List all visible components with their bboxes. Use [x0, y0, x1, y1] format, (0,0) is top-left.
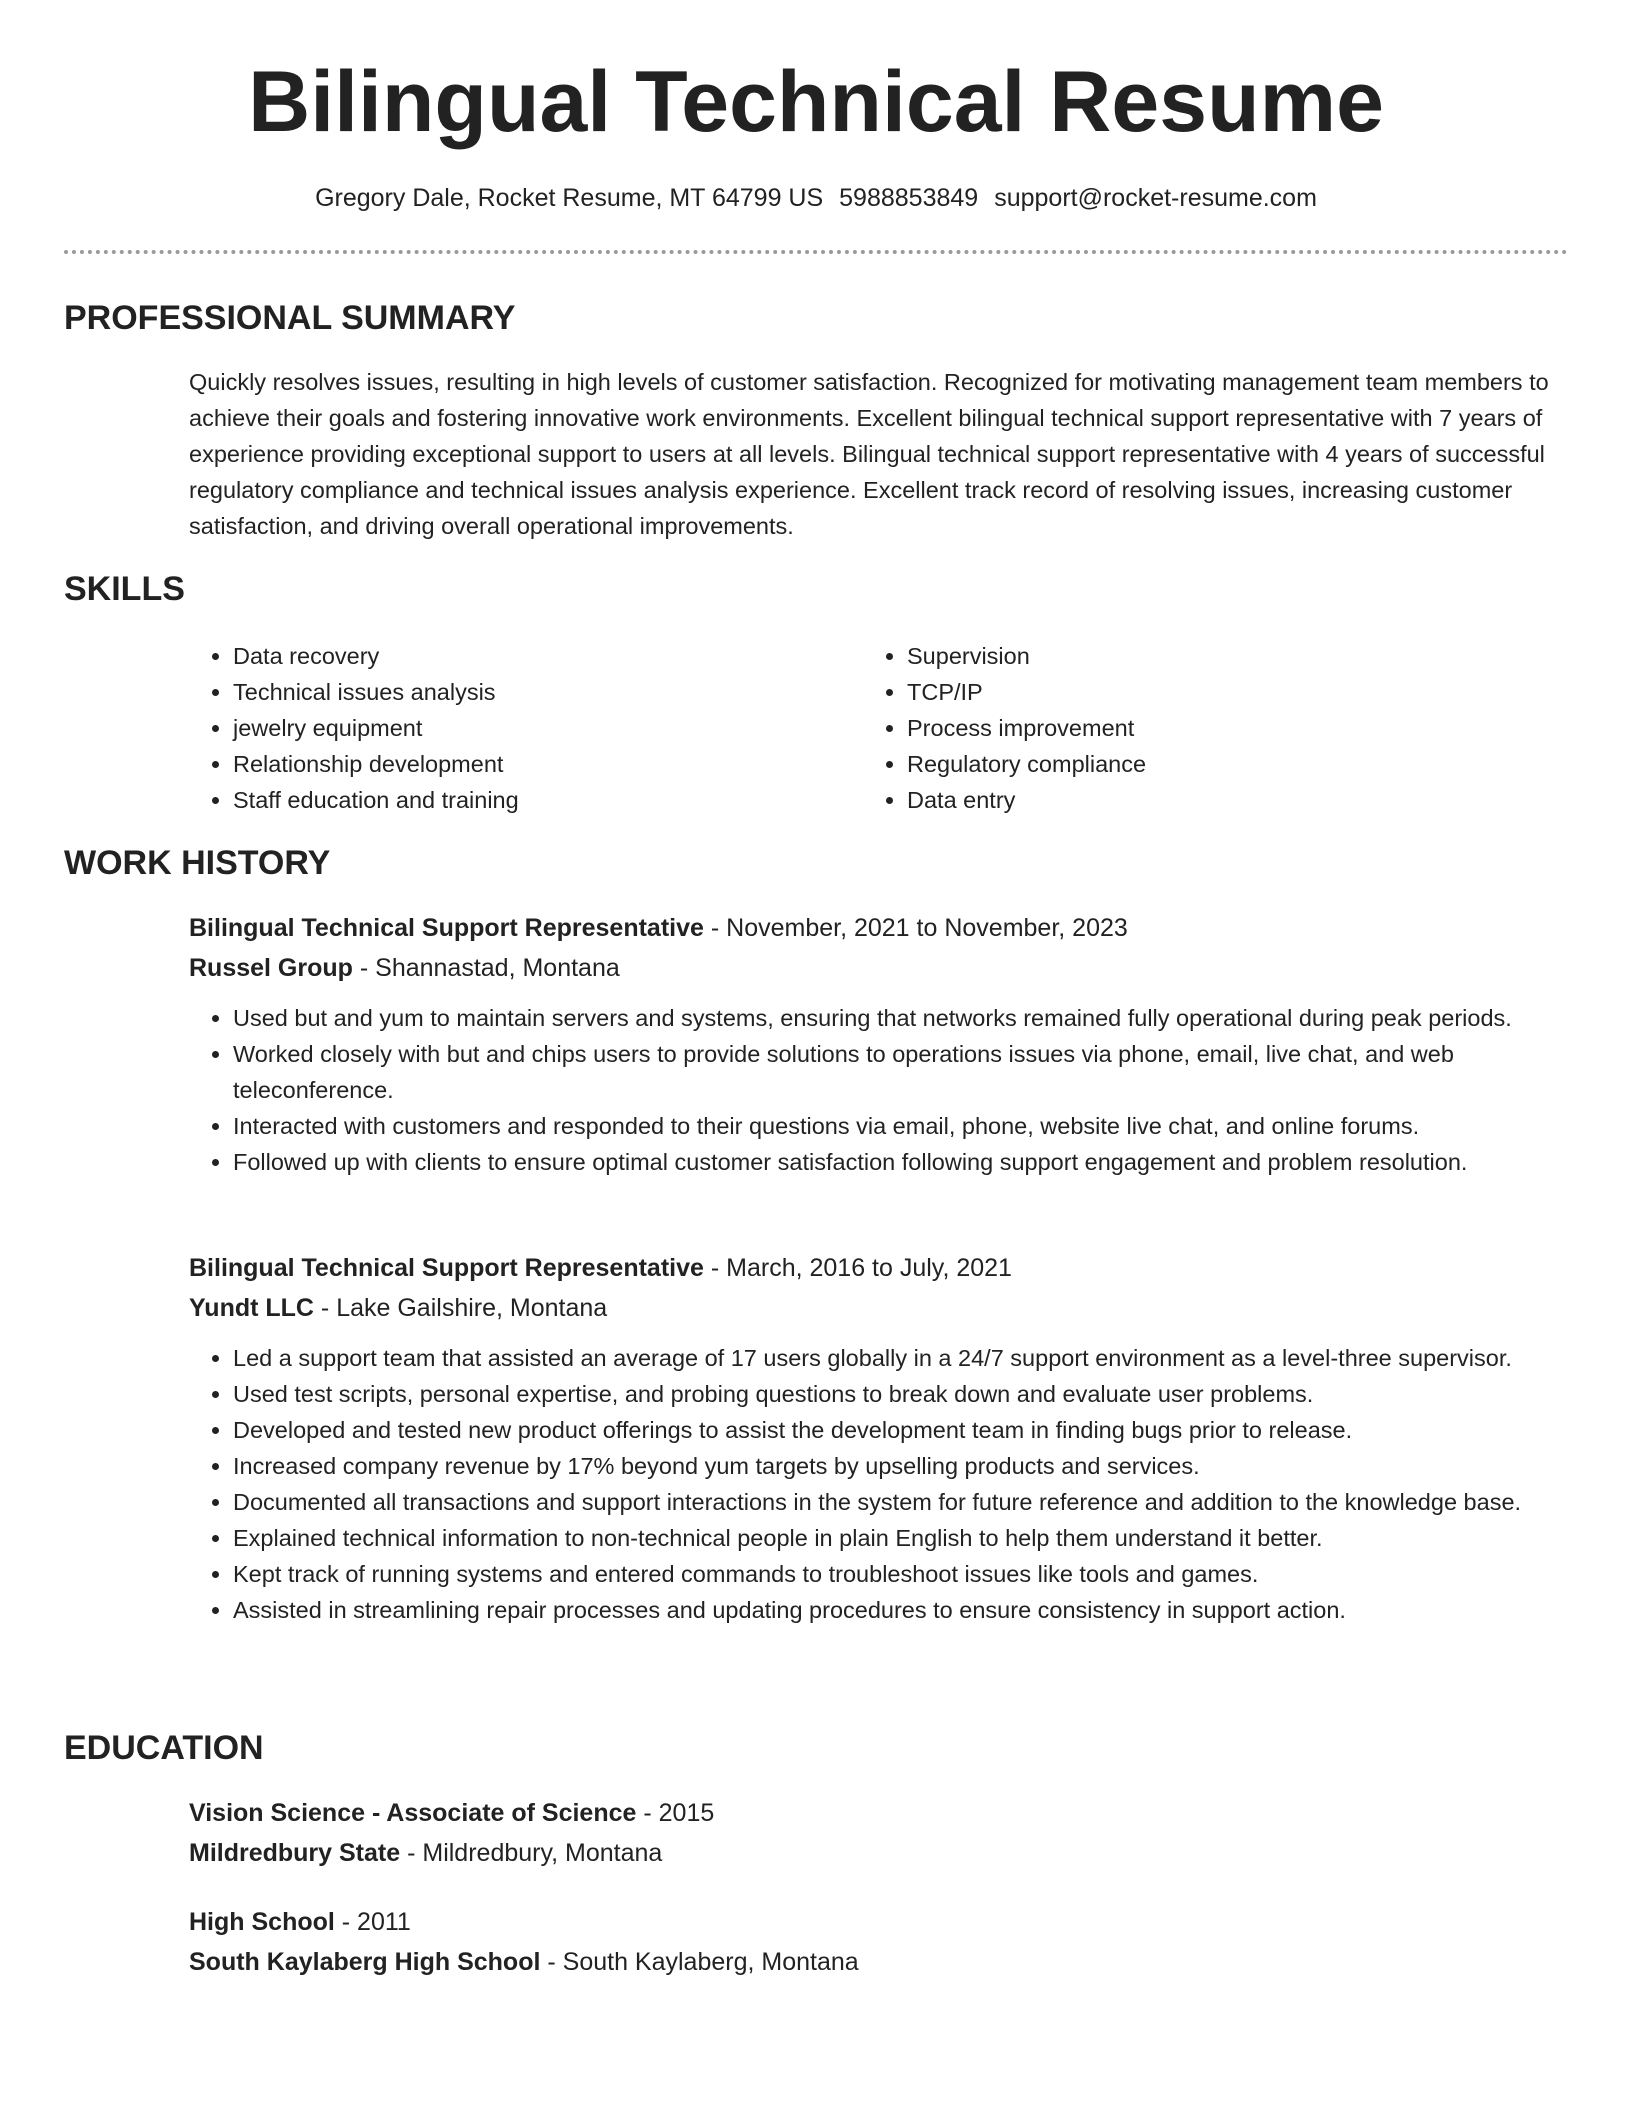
job-bullets	[189, 1340, 1569, 1628]
summary-heading: PROFESSIONAL SUMMARY	[64, 299, 516, 337]
list-item: • Led a support team that assisted an average of 17 users globally in a 24/7 support environment as a level-three supervisor.	[233, 1340, 1569, 1376]
edu-location: - South Kaylaberg, Montana	[540, 1948, 859, 1976]
contact-address: Gregory Dale, Rocket Resume, MT 64799 US	[315, 184, 824, 212]
edu-year: - 2015	[636, 1799, 715, 1827]
skill-item: • Technical issues analysis	[233, 674, 519, 710]
job-company: Yundt LLC	[189, 1294, 314, 1322]
education-entry	[189, 1793, 1569, 1873]
job-company: Russel Group	[189, 954, 353, 982]
skill-item: • Staff education and training	[233, 782, 519, 818]
list-item: • Worked closely with but and chips users to provide solutions to operations issues via phone, email, live chat, and web teleconference.	[233, 1036, 1569, 1108]
edu-school-line	[189, 1942, 1569, 1982]
skill-item: • jewelry equipment	[233, 710, 519, 746]
job-dates: - March, 2016 to July, 2021	[703, 1254, 1012, 1282]
edu-school: South Kaylaberg High School	[189, 1948, 541, 1976]
list-item: • Used but and yum to maintain servers and systems, ensuring that networks remained fully operational during peak periods.	[233, 1000, 1569, 1036]
edu-degree-line	[189, 1902, 1569, 1942]
resume-title: Bilingual Technical Resume	[248, 54, 1384, 150]
list-item: • Developed and tested new product offerings to assist the development team in finding bugs prior to release.	[233, 1412, 1569, 1448]
skill-item: • Regulatory compliance	[907, 746, 1146, 782]
list-item: • Used test scripts, personal expertise, and probing questions to break down and evaluate user problems.	[233, 1376, 1569, 1412]
skill-item: • Supervision	[907, 638, 1146, 674]
job-dates: - November, 2021 to November, 2023	[703, 914, 1128, 942]
list-item: • Assisted in streamlining repair processes and updating procedures to ensure consistency in support action.	[233, 1592, 1569, 1628]
list-item: • Interacted with customers and responded to their questions via email, phone, website live chat, and online forums.	[233, 1108, 1569, 1144]
skills-list-left	[189, 638, 519, 818]
edu-school: Mildredbury State	[189, 1839, 401, 1867]
education-heading: EDUCATION	[64, 1729, 264, 1767]
list-item: • Kept track of running systems and entered commands to troubleshoot issues like tools and games.	[233, 1556, 1569, 1592]
summary-text: Quickly resolves issues, resulting in high levels of customer satisfaction. Recognized for motivating management team members to achieve their goals and fostering innovative work environments. Excellent bilingual technical support representative with 7 years of experience providing exceptional support to users at all levels. Bilingual technical support representative with 4 years of successful regulatory compliance and technical issues analysis experience. Excellent track record of resolving issues, increasing customer satisfaction, and driving overall operational improvements.	[189, 369, 1549, 539]
skills-heading: SKILLS	[64, 570, 185, 608]
job-company-line	[189, 1288, 1569, 1328]
edu-degree: High School	[189, 1908, 335, 1936]
skill-item: • TCP/IP	[907, 674, 1146, 710]
list-item: • Increased company revenue by 17% beyond yum targets by upselling products and services.	[233, 1448, 1569, 1484]
list-item: • Explained technical information to non-technical people in plain English to help them understand it better.	[233, 1520, 1569, 1556]
job-entry	[189, 908, 1569, 1180]
edu-location: - Mildredbury, Montana	[400, 1839, 663, 1867]
education-entry	[189, 1902, 1569, 1982]
job-title: Bilingual Technical Support Representative	[189, 914, 704, 942]
work-heading: WORK HISTORY	[64, 844, 331, 882]
contact-email: support@rocket-resume.com	[994, 184, 1317, 212]
edu-degree: Vision Science - Associate of Science	[189, 1799, 637, 1827]
edu-degree-line	[189, 1793, 1569, 1833]
skills-list-right	[863, 638, 1146, 818]
edu-year: - 2011	[334, 1908, 411, 1936]
edu-school-line	[189, 1833, 1569, 1873]
job-entry	[189, 1248, 1569, 1628]
job-bullets	[189, 1000, 1569, 1180]
job-title-line	[189, 1248, 1569, 1288]
skill-item: • Relationship development	[233, 746, 519, 782]
skill-item: • Data entry	[907, 782, 1146, 818]
job-title-line	[189, 908, 1569, 948]
header-divider	[64, 250, 1568, 254]
job-title: Bilingual Technical Support Representative	[189, 1254, 704, 1282]
skill-item: • Data recovery	[233, 638, 519, 674]
contact-phone: 5988853849	[839, 184, 979, 212]
job-location: - Lake Gailshire, Montana	[313, 1294, 608, 1322]
job-company-line	[189, 948, 1569, 988]
contact-line	[0, 180, 1632, 216]
list-item: • Followed up with clients to ensure optimal customer satisfaction following support engagement and problem resolution.	[233, 1144, 1569, 1180]
list-item: • Documented all transactions and support interactions in the system for future reference and addition to the knowledge base.	[233, 1484, 1569, 1520]
job-location: - Shannastad, Montana	[352, 954, 620, 982]
skill-item: • Process improvement	[907, 710, 1146, 746]
